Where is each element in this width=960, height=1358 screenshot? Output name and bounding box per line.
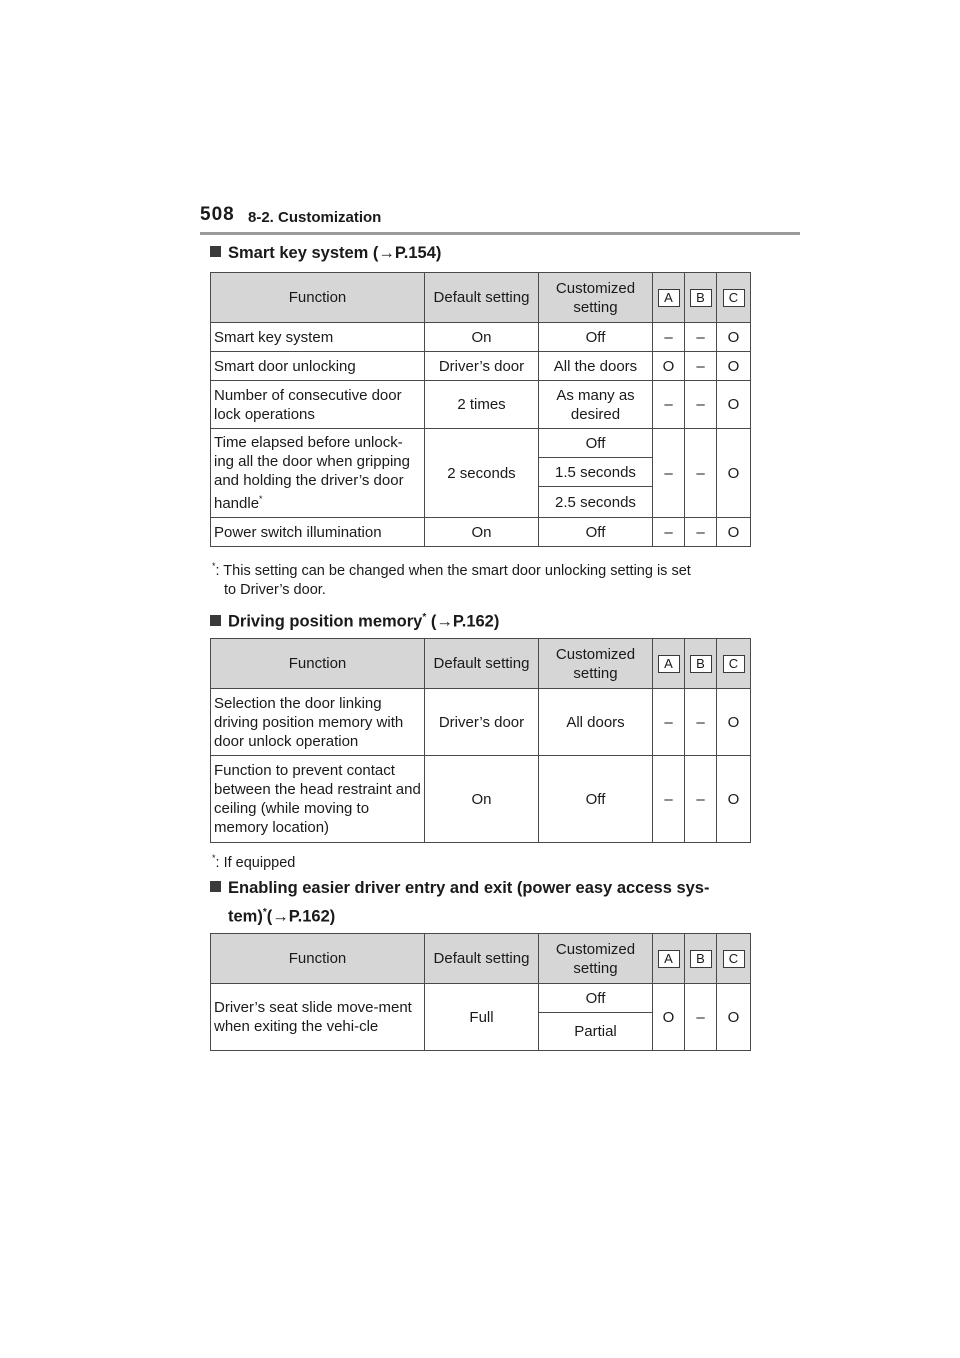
arrow-icon: → [378,244,395,262]
box-b-label: B [690,655,712,673]
col-default: Default setting [425,639,539,689]
col-function: Function [211,934,425,984]
heading-easy-access-cont [228,898,335,932]
easy-access-table [210,933,751,1051]
c-cell: O [717,984,751,1051]
custom-cell: All doors [539,689,653,756]
box-c-label: C [723,950,745,968]
heading-asterisk: * [262,907,267,918]
box-a-label: A [658,655,680,673]
footnote-if-equipped [212,849,752,873]
b-cell: – [685,518,717,547]
default-cell: Driver’s door [425,352,539,381]
default-cell: On [425,756,539,843]
b-cell: – [685,984,717,1051]
function-cell: Power switch illumination [211,518,425,547]
header-divider [200,232,800,235]
col-b [685,639,717,689]
box-a-label: A [658,289,680,307]
a-cell: – [653,381,685,429]
heading-asterisk: * [422,612,427,623]
table-row [211,518,751,547]
col-default: Default setting [425,934,539,984]
c-cell: O [717,689,751,756]
page-reference[interactable]: P.162) [288,907,336,926]
box-a-label: A [658,950,680,968]
default-cell: On [425,323,539,352]
a-cell: O [653,352,685,381]
section-title: 8-2. Customization [248,209,382,226]
default-cell: 2 seconds [425,429,539,518]
col-c [717,639,751,689]
col-function: Function [211,273,425,323]
page-header [200,204,800,236]
c-cell: O [717,429,751,518]
footnote-smart-door [212,557,752,600]
function-text: Time elapsed before unlock-ing all the door when gripping and holding the driver’s door handle [214,434,410,512]
box-c-label: C [723,289,745,307]
arrow-icon: → [272,907,289,926]
default-cell: Driver’s door [425,689,539,756]
table-header-row [211,273,751,323]
footnote-text-cont: to Driver’s door. [224,581,326,598]
footnote-asterisk: * [212,561,216,571]
a-cell: O [653,984,685,1051]
function-cell: Function to prevent contact between the head restraint and ceiling (while moving to memory location) [211,756,425,843]
table-header-row [211,934,751,984]
b-cell: – [685,429,717,518]
table-row [211,756,751,843]
col-a [653,934,685,984]
custom-cell: Off [539,756,653,843]
a-cell: – [653,756,685,843]
heading-text: tem) [228,907,263,926]
footnote-text: : This setting can be changed when the smart door unlocking setting is set [215,562,691,579]
custom-cell: 2.5 seconds [539,487,653,518]
col-a [653,639,685,689]
c-cell: O [717,518,751,547]
c-cell: O [717,381,751,429]
col-customized: Customized setting [539,934,653,984]
custom-cell: Off [539,518,653,547]
custom-cell: Off [539,323,653,352]
custom-cell: All the doors [539,352,653,381]
table-row [211,323,751,352]
footnote-asterisk: * [212,853,216,863]
a-cell: – [653,323,685,352]
driving-position-table [210,638,751,843]
col-c [717,934,751,984]
table-row [211,352,751,381]
default-cell: 2 times [425,381,539,429]
footnote-marker: * [259,494,263,504]
box-c-label: C [723,655,745,673]
c-cell: O [717,756,751,843]
page-reference[interactable]: P.162) [452,612,500,631]
a-cell: – [653,518,685,547]
table-row [211,689,751,756]
col-b [685,934,717,984]
custom-cell: Partial [539,1013,653,1051]
b-cell: – [685,756,717,843]
table-header-row [211,639,751,689]
page-number: 508 [200,204,235,225]
default-cell: Full [425,984,539,1051]
table-row [211,984,751,1013]
function-cell: Smart door unlocking [211,352,425,381]
col-customized: Customized setting [539,273,653,323]
col-b [685,273,717,323]
col-function: Function [211,639,425,689]
col-c [717,273,751,323]
box-b-label: B [690,950,712,968]
b-cell: – [685,381,717,429]
function-cell: Driver’s seat slide move-ment when exiting the vehi-cle [211,984,425,1051]
custom-cell: 1.5 seconds [539,458,653,487]
heading-driving-position-memory [210,603,499,637]
col-default: Default setting [425,273,539,323]
b-cell: – [685,352,717,381]
function-cell [211,429,425,518]
table-row [211,429,751,458]
b-cell: – [685,689,717,756]
bullet-square-icon [210,881,221,892]
heading-paren: ( [266,907,273,926]
bullet-square-icon [210,246,221,257]
heading-text: Driving position memory [228,612,423,631]
arrow-icon: → [436,612,453,631]
a-cell: – [653,429,685,518]
page-reference[interactable]: P.154) [394,244,442,262]
function-cell: Selection the door linking driving position memory with door unlock operation [211,689,425,756]
default-cell: On [425,518,539,547]
custom-cell: Off [539,984,653,1013]
custom-cell: As many as desired [539,381,653,429]
c-cell: O [717,323,751,352]
box-b-label: B [690,289,712,307]
bullet-square-icon [210,615,221,626]
a-cell: – [653,689,685,756]
smart-key-table [210,272,751,547]
heading-text: Smart key system ( [228,244,379,262]
c-cell: O [717,352,751,381]
function-cell: Number of consecutive door lock operations [211,381,425,429]
custom-cell: Off [539,429,653,458]
heading-smart-key-system [210,238,441,268]
function-cell: Smart key system [211,323,425,352]
col-customized: Customized setting [539,639,653,689]
heading-text: Enabling easier driver entry and exit (power easy access sys- [228,879,710,897]
table-row [211,381,751,429]
footnote-text: : If equipped [215,854,296,871]
b-cell: – [685,323,717,352]
col-a [653,273,685,323]
heading-paren: ( [426,612,437,631]
